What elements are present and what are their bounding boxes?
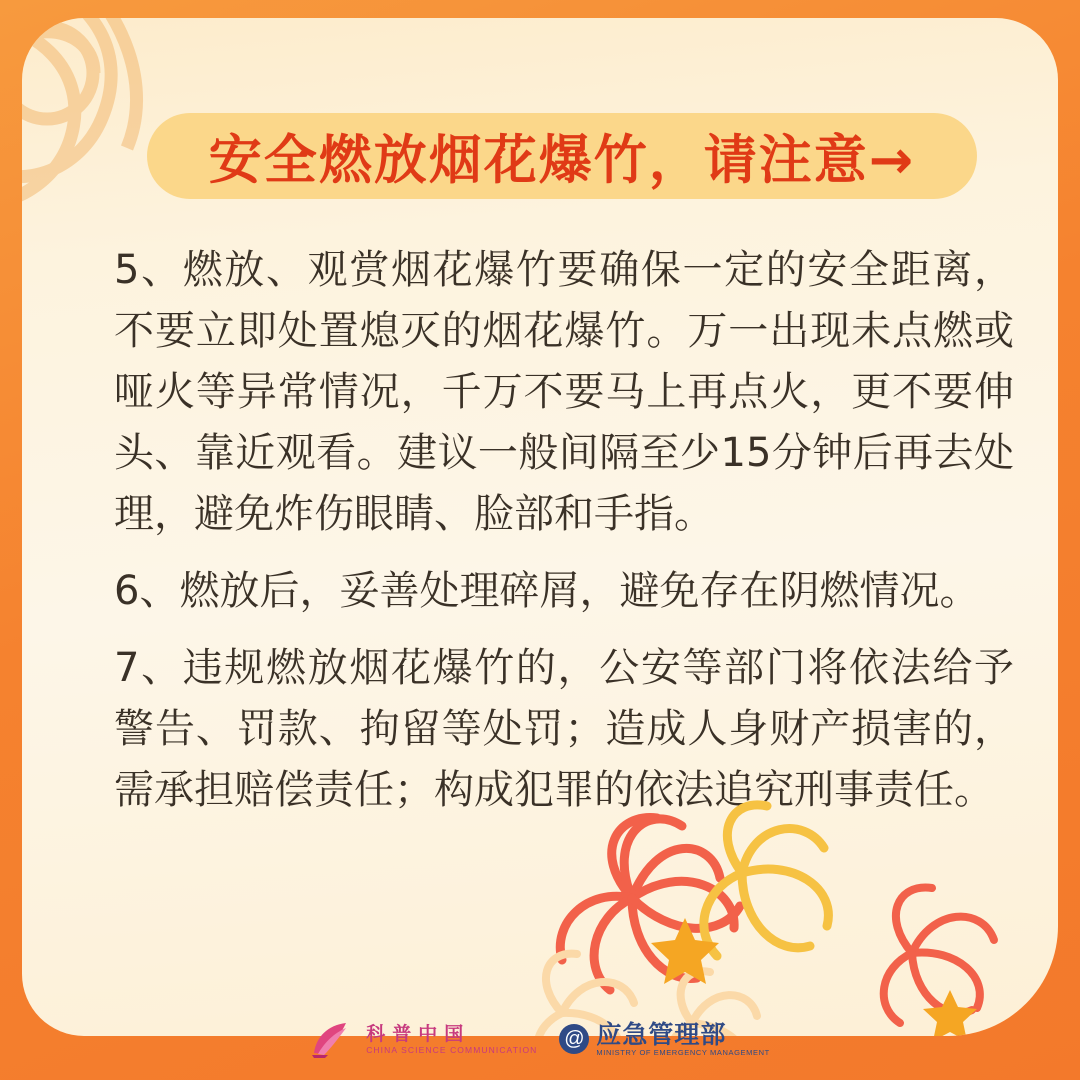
footer-logos — [0, 1008, 1080, 1070]
logo-emergency-cn: 应急管理部 — [596, 1019, 727, 1049]
body-copy — [114, 240, 1014, 837]
logo-china-science-communication — [310, 1019, 537, 1059]
logo-science-en: CHINA SCIENCE COMMUNICATION — [366, 1044, 538, 1055]
paragraph-7: 7、违规燃放烟花爆竹的，公安等部门将依法给予警告、罚款、拘留等处罚；造成人身财产损害的，需承担赔偿责任；构成犯罪的依法追究刑事责任。 — [114, 645, 1014, 813]
page-title: 安全燃放烟花爆竹，请注意→ — [208, 130, 916, 191]
china-science-communication-logo-icon — [310, 1019, 356, 1059]
logo-science-cn: 科普中国 — [366, 1022, 471, 1045]
logo-ministry-of-emergency-management — [559, 1021, 769, 1058]
logo-emergency-en: MINISTRY OF EMERGENCY MANAGEMENT — [596, 1047, 770, 1057]
fireworks-illustration-icon — [442, 778, 1058, 1036]
paragraph-5: 5、燃放、观赏烟花爆竹要确保一定的安全距离，不要立即处置熄灭的烟花爆竹。万一出现未点燃或哑火等异常情况，千万不要马上再点火，更不要伸头、靠近观看。建议一般间隔至少15分钟后再去处理，避免炸伤眼睛、脸部和手指。 — [114, 247, 1014, 537]
weibo-at-icon: @ — [559, 1024, 589, 1054]
content-card — [22, 18, 1058, 1036]
title-pill — [147, 113, 977, 199]
paragraph-6: 6、燃放后，妥善处理碎屑，避免存在阴燃情况。 — [114, 568, 980, 614]
